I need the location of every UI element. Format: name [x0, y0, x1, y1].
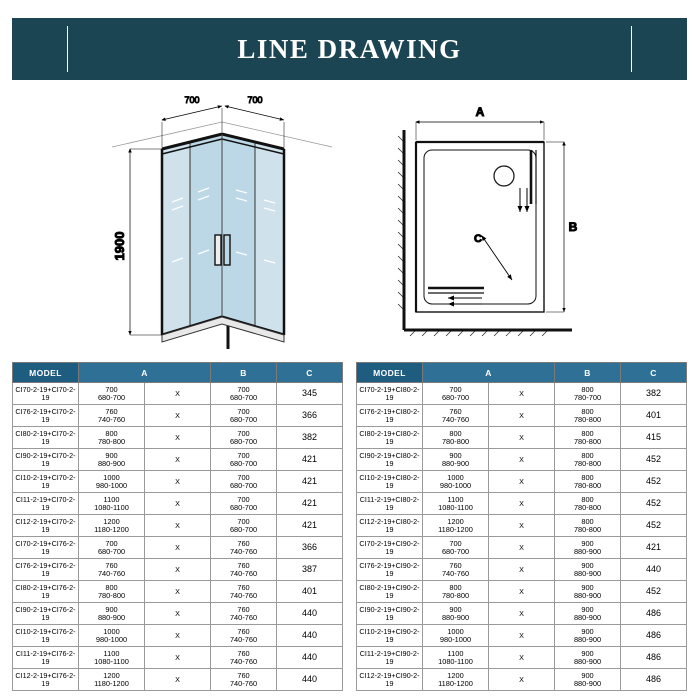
plan-drawing: [398, 105, 578, 336]
cell-b: 700 680-700: [211, 471, 277, 493]
cell-model: CI76-2-19+CI70-2-19: [13, 405, 79, 427]
cell-a: 760 740-760: [79, 559, 145, 581]
th-model: MODEL: [13, 363, 79, 383]
cell-b: 800 780-800: [555, 515, 621, 537]
table-row: [13, 383, 343, 405]
th-c: C: [277, 363, 343, 383]
table-row: [357, 581, 687, 603]
cell-model: CI70-2-19+CI90-2-19: [357, 537, 423, 559]
cell-x-symbol: X: [145, 537, 211, 559]
cell-a: 800 780-800: [79, 581, 145, 603]
cell-b: 800 780-800: [555, 471, 621, 493]
table-row: [13, 625, 343, 647]
cell-model: CI90-2-19+CI80-2-19: [357, 449, 423, 471]
cell-a: 1100 1080-1100: [79, 647, 145, 669]
cell-model: CI76-2-19+CI76-2-19: [13, 559, 79, 581]
cell-b: 760 740-760: [211, 581, 277, 603]
table-header-row: [13, 363, 343, 383]
table-row: [357, 603, 687, 625]
cell-b: 800 780-800: [555, 493, 621, 515]
cell-b: 800 780-800: [555, 405, 621, 427]
table-row: [357, 515, 687, 537]
cell-b: 760 740-760: [211, 669, 277, 691]
cell-c: 486: [621, 625, 687, 647]
th-b: B: [211, 363, 277, 383]
cell-c: 345: [277, 383, 343, 405]
table-row: [357, 449, 687, 471]
cell-c: 415: [621, 427, 687, 449]
table-row: [13, 647, 343, 669]
cell-c: 440: [277, 669, 343, 691]
table-row: [13, 537, 343, 559]
label-b: B: [568, 220, 578, 234]
table-row: [357, 427, 687, 449]
cell-b: 700 680-700: [211, 383, 277, 405]
cell-a: 1200 1180-1200: [79, 515, 145, 537]
cell-a: 800 780-800: [423, 427, 489, 449]
cell-a: 900 880-900: [423, 449, 489, 471]
cell-x-symbol: X: [489, 625, 555, 647]
cell-c: 366: [277, 405, 343, 427]
table-row: [357, 647, 687, 669]
cell-a: 700 680-700: [423, 383, 489, 405]
cell-model: CI12-2-19+CI76-2-19: [13, 669, 79, 691]
cell-model: CI90-2-19+CI76-2-19: [13, 603, 79, 625]
cell-a: 1200 1180-1200: [423, 515, 489, 537]
cell-c: 366: [277, 537, 343, 559]
cell-x-symbol: X: [145, 515, 211, 537]
cell-c: 452: [621, 493, 687, 515]
cell-c: 421: [277, 471, 343, 493]
cell-model: CI80-2-19+CI90-2-19: [357, 581, 423, 603]
spec-tables: [12, 362, 687, 691]
cell-b: 800 780-800: [555, 427, 621, 449]
cell-c: 452: [621, 581, 687, 603]
cell-model: CI12-2-19+CI80-2-19: [357, 515, 423, 537]
cell-x-symbol: X: [489, 603, 555, 625]
cell-b: 700 680-700: [211, 405, 277, 427]
cell-x-symbol: X: [489, 405, 555, 427]
cell-c: 382: [621, 383, 687, 405]
cell-c: 486: [621, 603, 687, 625]
cell-model: CI12-2-19+CI90-2-19: [357, 669, 423, 691]
table-left-body: [13, 383, 343, 691]
cell-b: 900 880-900: [555, 603, 621, 625]
cell-a: 900 880-900: [423, 603, 489, 625]
table-row: [13, 559, 343, 581]
th-b: B: [555, 363, 621, 383]
cell-c: 486: [621, 647, 687, 669]
table-row: [13, 581, 343, 603]
cell-a: 800 780-800: [423, 581, 489, 603]
table-row: [13, 471, 343, 493]
table-row: [13, 493, 343, 515]
cell-x-symbol: X: [145, 603, 211, 625]
cell-x-symbol: X: [489, 515, 555, 537]
table-row: [13, 405, 343, 427]
dim-top-right: 700: [247, 95, 263, 105]
table-row: [13, 515, 343, 537]
table-row: [357, 559, 687, 581]
label-a: A: [475, 105, 485, 119]
cell-c: 421: [277, 515, 343, 537]
cell-a: 760 740-760: [423, 559, 489, 581]
cell-x-symbol: X: [489, 647, 555, 669]
cell-b: 900 880-900: [555, 625, 621, 647]
cell-a: 1100 1080-1100: [79, 493, 145, 515]
table-row: [357, 493, 687, 515]
cell-x-symbol: X: [145, 493, 211, 515]
cell-a: 1200 1180-1200: [423, 669, 489, 691]
spec-table-right: [356, 362, 687, 691]
cell-a: 1000 980-1000: [423, 625, 489, 647]
th-a: A: [423, 363, 555, 383]
cell-x-symbol: X: [145, 427, 211, 449]
cell-model: CI80-2-19+CI70-2-19: [13, 427, 79, 449]
cell-a: 900 880-900: [79, 603, 145, 625]
cell-model: CI70-2-19+CI70-2-19: [13, 383, 79, 405]
cell-c: 401: [277, 581, 343, 603]
cell-model: CI12-2-19+CI70-2-19: [13, 515, 79, 537]
cell-x-symbol: X: [145, 383, 211, 405]
cell-c: 382: [277, 427, 343, 449]
cell-b: 900 880-900: [555, 669, 621, 691]
cell-model: CI90-2-19+CI90-2-19: [357, 603, 423, 625]
cell-x-symbol: X: [145, 559, 211, 581]
cell-x-symbol: X: [489, 559, 555, 581]
cell-b: 700 680-700: [211, 427, 277, 449]
cell-b: 760 740-760: [211, 603, 277, 625]
cell-a: 1000 980-1000: [423, 471, 489, 493]
cell-c: 421: [277, 449, 343, 471]
cell-b: 800 780-700: [555, 383, 621, 405]
table-row: [357, 405, 687, 427]
cell-x-symbol: X: [145, 471, 211, 493]
cell-a: 1000 980-1000: [79, 471, 145, 493]
cell-c: 440: [277, 603, 343, 625]
dim-height: 1900: [112, 231, 127, 261]
cell-x-symbol: X: [489, 493, 555, 515]
cell-b: 760 740-760: [211, 625, 277, 647]
th-c: C: [621, 363, 687, 383]
cell-x-symbol: X: [489, 383, 555, 405]
cell-a: 700 680-700: [423, 537, 489, 559]
cell-x-symbol: X: [489, 471, 555, 493]
cell-x-symbol: X: [145, 405, 211, 427]
cell-x-symbol: X: [145, 581, 211, 603]
cell-a: 700 680-700: [79, 383, 145, 405]
cell-b: 900 880-900: [555, 581, 621, 603]
cell-b: 700 680-700: [211, 515, 277, 537]
cell-b: 760 740-760: [211, 537, 277, 559]
cell-x-symbol: X: [489, 537, 555, 559]
cell-model: CI80-2-19+CI80-2-19: [357, 427, 423, 449]
cell-model: CI10-2-19+CI80-2-19: [357, 471, 423, 493]
cell-a: 700 680-700: [79, 537, 145, 559]
th-a: A: [79, 363, 211, 383]
cell-model: CI11-2-19+CI90-2-19: [357, 647, 423, 669]
cell-a: 1200 1180-1200: [79, 669, 145, 691]
th-model: MODEL: [357, 363, 423, 383]
cell-model: CI70-2-19+CI80-2-19: [357, 383, 423, 405]
cell-x-symbol: X: [489, 581, 555, 603]
cell-c: 440: [277, 647, 343, 669]
table-row: [357, 669, 687, 691]
table-header-row: [357, 363, 687, 383]
cell-a: 760 740-760: [79, 405, 145, 427]
cell-c: 387: [277, 559, 343, 581]
cell-a: 1100 1080-1100: [423, 493, 489, 515]
cell-x-symbol: X: [145, 449, 211, 471]
spec-table-left: [12, 362, 343, 691]
page-title-bar: [12, 18, 687, 80]
cell-c: 452: [621, 449, 687, 471]
table-right-body: [357, 383, 687, 691]
table-row: [357, 537, 687, 559]
cell-c: 440: [621, 559, 687, 581]
cell-x-symbol: X: [489, 449, 555, 471]
table-row: [357, 471, 687, 493]
cell-a: 800 780-800: [79, 427, 145, 449]
cell-model: CI76-2-19+CI80-2-19: [357, 405, 423, 427]
cell-c: 421: [277, 493, 343, 515]
cell-c: 452: [621, 515, 687, 537]
cell-c: 401: [621, 405, 687, 427]
cell-c: 421: [621, 537, 687, 559]
cell-b: 900 880-900: [555, 559, 621, 581]
perspective-drawing: [112, 95, 332, 349]
page-title: LINE DRAWING: [237, 33, 462, 64]
cell-model: CI11-2-19+CI76-2-19: [13, 647, 79, 669]
cell-x-symbol: X: [489, 669, 555, 691]
cell-b: 900 880-900: [555, 537, 621, 559]
cell-b: 800 780-800: [555, 449, 621, 471]
cell-model: CI10-2-19+CI70-2-19: [13, 471, 79, 493]
drawings-area: [12, 92, 687, 350]
table-row: [357, 383, 687, 405]
table-row: [13, 603, 343, 625]
cell-x-symbol: X: [145, 647, 211, 669]
cell-b: 760 740-760: [211, 559, 277, 581]
cell-x-symbol: X: [489, 427, 555, 449]
table-row: [357, 625, 687, 647]
cell-model: CI80-2-19+CI76-2-19: [13, 581, 79, 603]
cell-model: CI11-2-19+CI70-2-19: [13, 493, 79, 515]
table-row: [13, 427, 343, 449]
cell-a: 760 740-760: [423, 405, 489, 427]
cell-a: 900 880-900: [79, 449, 145, 471]
cell-model: CI90-2-19+CI70-2-19: [13, 449, 79, 471]
cell-model: CI10-2-19+CI90-2-19: [357, 625, 423, 647]
cell-model: CI10-2-19+CI76-2-19: [13, 625, 79, 647]
cell-b: 760 740-760: [211, 647, 277, 669]
table-row: [13, 449, 343, 471]
cell-b: 900 880-900: [555, 647, 621, 669]
cell-b: 700 680-700: [211, 449, 277, 471]
cell-x-symbol: X: [145, 625, 211, 647]
cell-model: CI11-2-19+CI80-2-19: [357, 493, 423, 515]
cell-c: 486: [621, 669, 687, 691]
technical-drawings-svg: [12, 92, 687, 350]
dim-top-left: 700: [184, 95, 200, 105]
cell-b: 700 680-700: [211, 493, 277, 515]
cell-x-symbol: X: [145, 669, 211, 691]
table-row: [13, 669, 343, 691]
cell-a: 1100 1080-1100: [423, 647, 489, 669]
cell-a: 1000 980-1000: [79, 625, 145, 647]
cell-model: CI76-2-19+CI90-2-19: [357, 559, 423, 581]
cell-c: 452: [621, 471, 687, 493]
cell-model: CI70-2-19+CI76-2-19: [13, 537, 79, 559]
cell-c: 440: [277, 625, 343, 647]
label-c: C: [474, 233, 482, 245]
